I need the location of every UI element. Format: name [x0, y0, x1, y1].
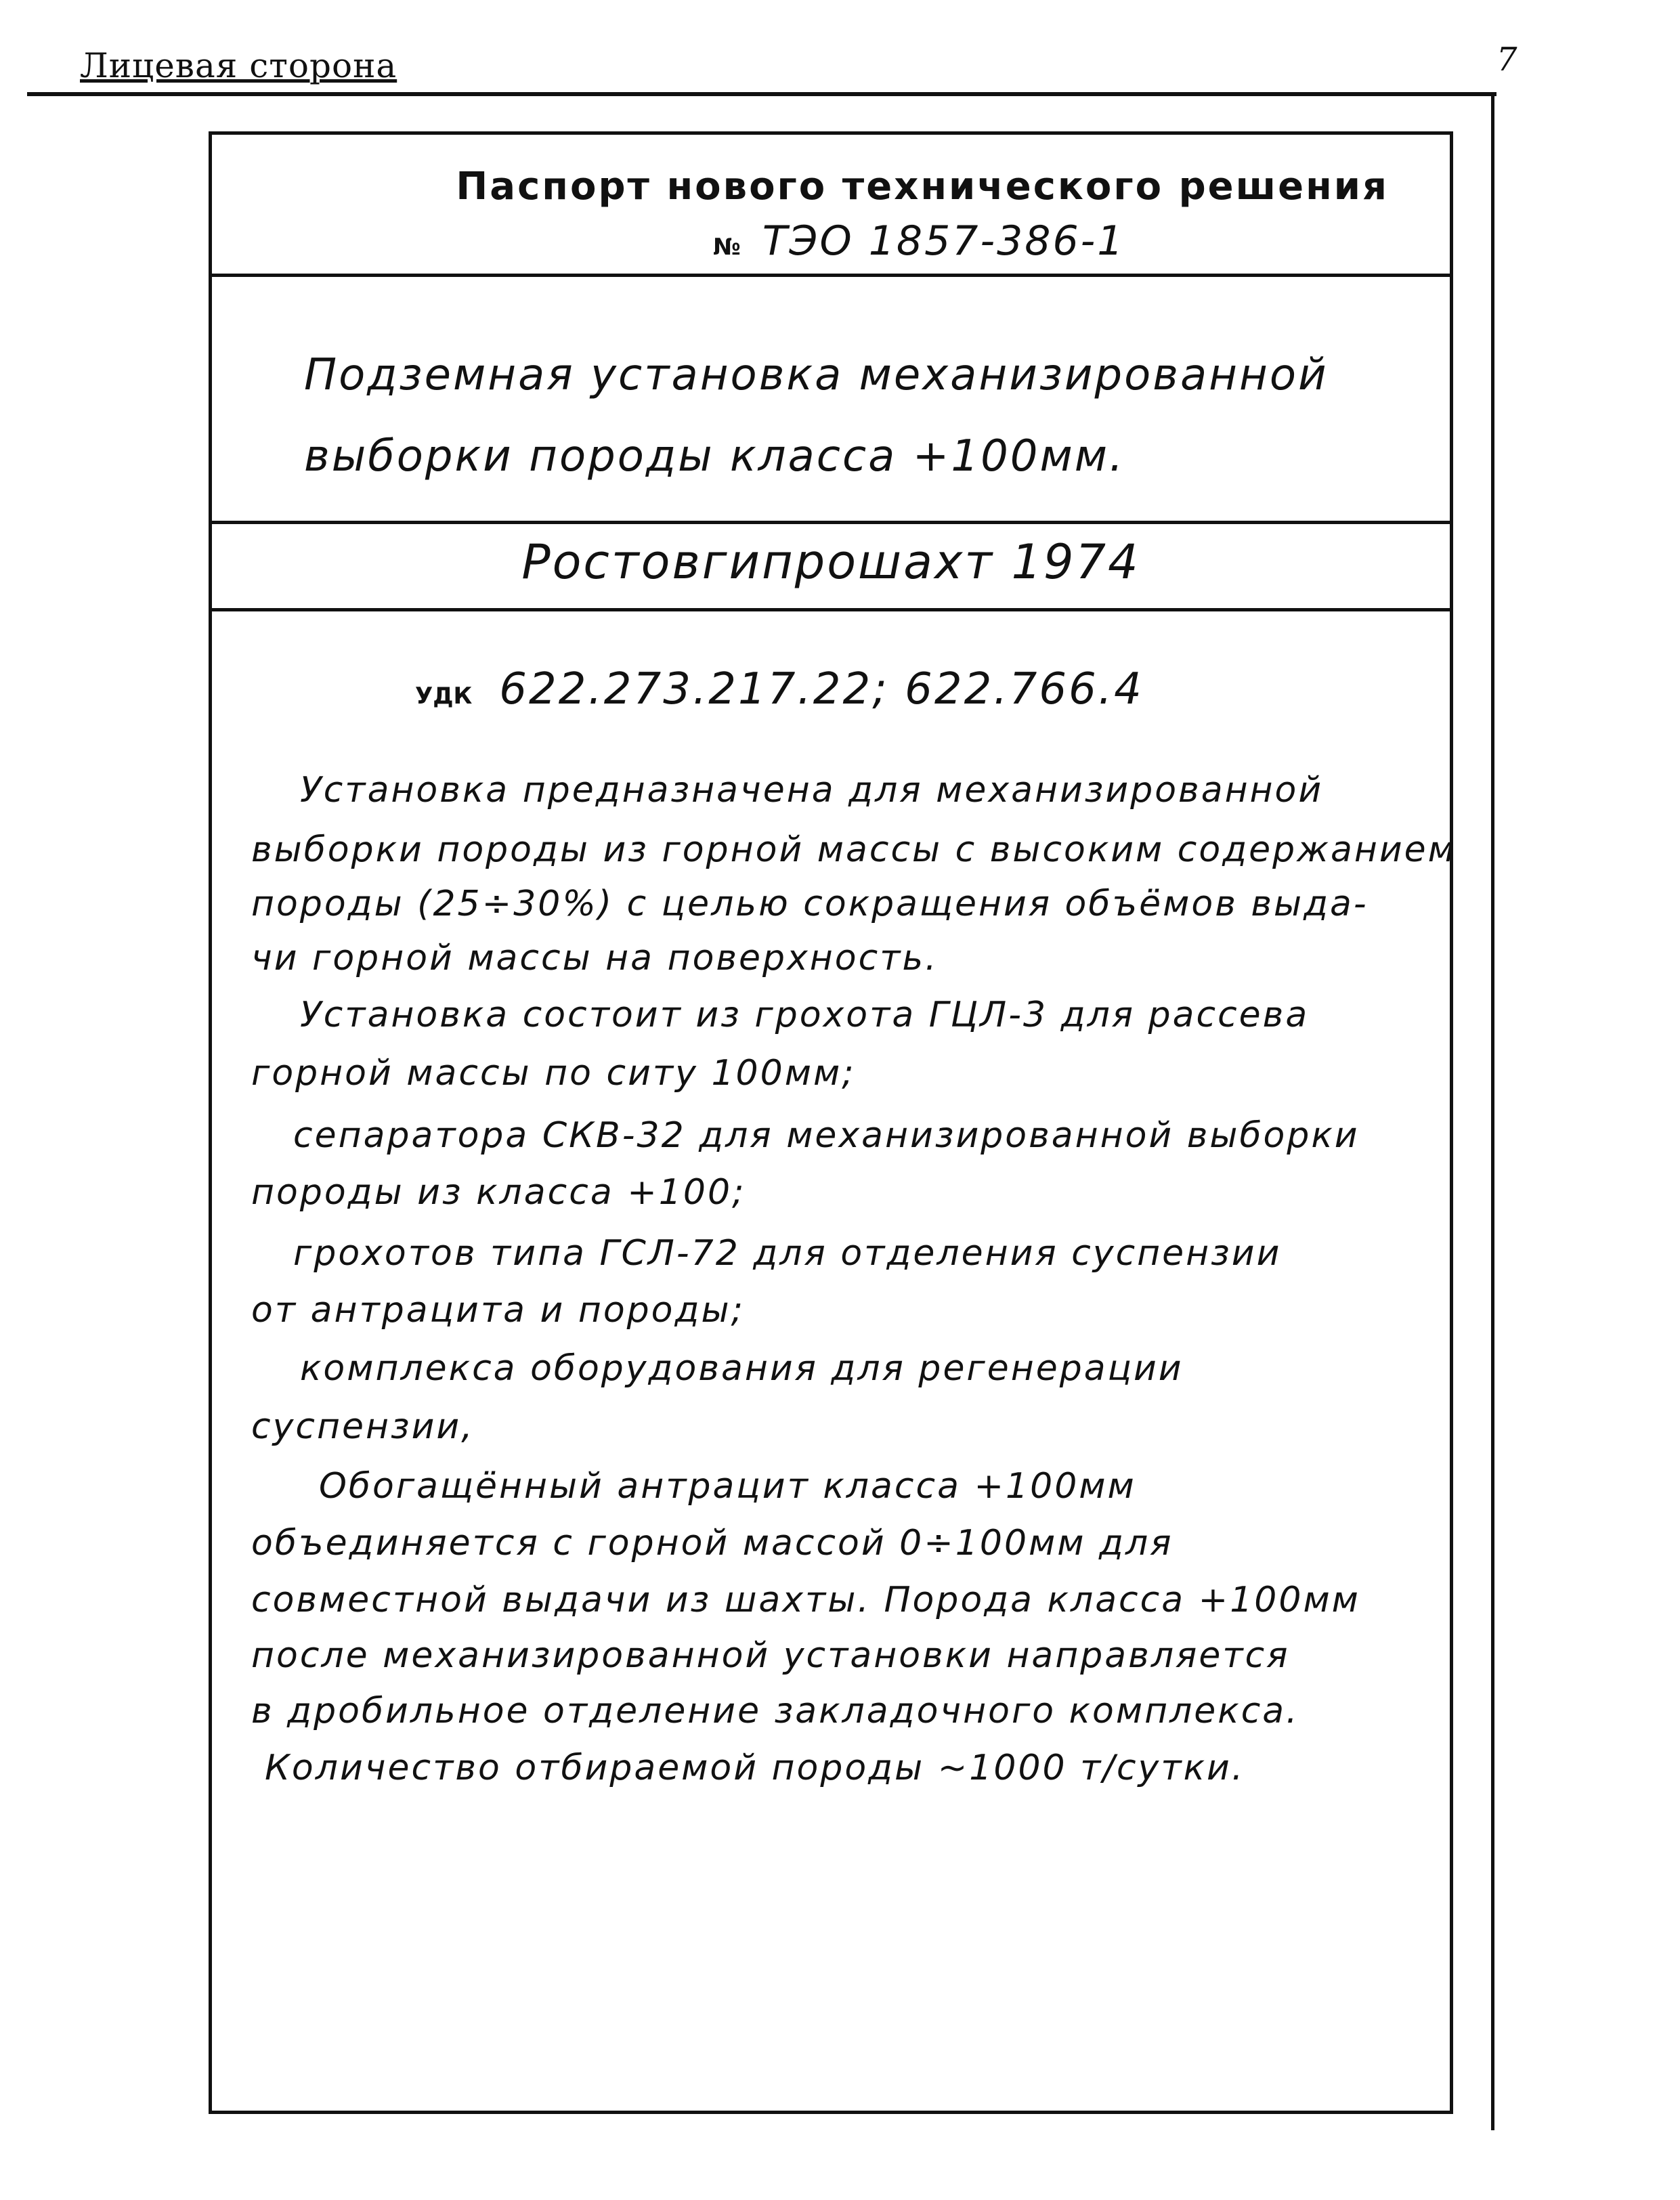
description-line: Установка предназначена для механизированной: [300, 770, 1324, 811]
description-line: Установка состоит из грохота ГЦЛ-3 для рассева: [300, 995, 1310, 1035]
passport-number: ТЭО 1857-386-1: [762, 217, 1125, 265]
organization: Ростовгипрошахт 1974: [521, 534, 1140, 590]
subject-line-1: Подземная установка механизированной: [304, 350, 1329, 400]
right-margin-rule: [1491, 92, 1494, 2130]
side-label: Лицевая сторона: [80, 46, 397, 85]
udk-value: 622.273.217.22; 622.766.4: [499, 664, 1144, 714]
description-line: в дробильное отделение закладочного комплекса.: [251, 1691, 1299, 1731]
number-label: №: [713, 234, 741, 261]
divider-3: [212, 608, 1450, 611]
passport-title: Паспорт нового технического решения: [456, 165, 1389, 209]
description-line: от антрацита и породы;: [251, 1290, 746, 1331]
udk-row: [415, 664, 1144, 714]
description-line: чи горной массы на поверхность.: [251, 938, 939, 978]
description-line: породы из класса +100;: [251, 1172, 746, 1213]
description-line: Количество отбираемой породы ~1000 т/сутки.: [265, 1748, 1245, 1788]
subject-line-2: выборки породы класса +100мм.: [304, 431, 1125, 481]
udk-label: УДК: [415, 683, 473, 710]
divider-2: [212, 521, 1450, 524]
description-line: грохотов типа ГСЛ-72 для отделения суспензии: [293, 1233, 1282, 1274]
description-line: после механизированной установки направляется: [251, 1635, 1290, 1676]
description-line: выборки породы из горной массы с высоким содержанием: [251, 829, 1457, 870]
page-number: 7: [1496, 41, 1517, 79]
description-line: сепаратора СКВ-32 для механизированной выборки: [293, 1115, 1360, 1156]
description-line: горной массы по ситу 100мм;: [251, 1053, 856, 1094]
passport-number-row: [713, 217, 1125, 265]
description-line: объединяется с горной массой 0÷100мм для: [251, 1523, 1173, 1563]
passport-frame: [209, 131, 1457, 2114]
divider-1: [212, 274, 1450, 277]
description-line: комплекса оборудования для регенерации: [300, 1348, 1184, 1389]
description-line: суспензии,: [251, 1406, 475, 1447]
description-line: породы (25÷30%) с целью сокращения объёмов выда-: [251, 884, 1369, 924]
top-rule: [27, 92, 1496, 96]
description-line: Обогащённый антрацит класса +100мм: [319, 1466, 1136, 1507]
description-line: совместной выдачи из шахты. Порода класса +100мм: [251, 1580, 1360, 1620]
